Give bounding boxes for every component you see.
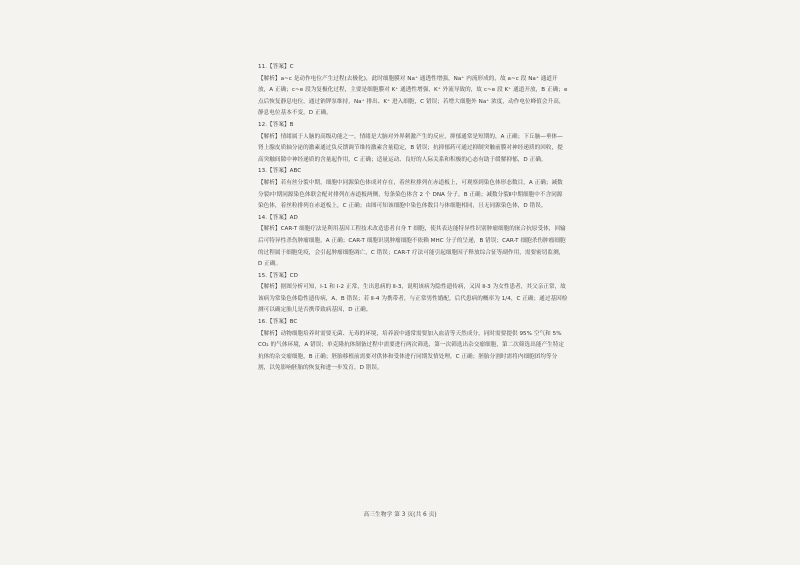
- answer-line: 13.【答案】ABC: [258, 168, 302, 175]
- answer-line: 12.【答案】B: [258, 121, 294, 128]
- question-13: [258, 166, 568, 212]
- explanation-text: 【解析】CAR-T 细胞疗法是利用基因工程技术改造患者自身 T 细胞，使其表达能特异性识别肿瘤细胞的嵌合抗原受体，回输后可特异性杀伤肿瘤细胞，A 正确；CAR-T 细胞识别肿瘤细胞不依赖 MHC 分子的呈递，B 错误；CAR-T 细胞杀伤肿瘤细胞的过程属于细胞免疫，会引起肿瘤细胞凋亡，C 错误；CAR-T 疗法可能引起细胞因子释放综合征等副作用，需要密切监测，D 正确。: [258, 226, 566, 268]
- answer-line: 14.【答案】AD: [258, 214, 298, 221]
- page-footer: 高三生物学 第 3 页(共 6 页): [363, 512, 437, 518]
- explanation-text: 【解析】若有丝分裂中期，细胞中同源染色体成对存在，着丝粒排列在赤道板上，可观察到染色体形态数目，A 正确；减数分裂Ⅰ中期同源染色体联会配对排列在赤道板两侧，每条染色体含 2 个 DNA 分子，B 正确；减数分裂Ⅱ中期细胞中不含同源染色体，着丝粒排列在赤道板上，C 正确；由图可知该细胞中染色体数目与体细胞相同，且无同源染色体，D 错误。: [258, 179, 563, 210]
- question-16: [258, 317, 568, 375]
- answer-line: 16.【答案】BC: [258, 319, 298, 326]
- explanation-text: 【解析】据图分析可知，Ⅰ-1 和 Ⅰ-2 正常，生出患病的 Ⅱ-3，说明该病为隐性遗传病，又因 Ⅱ-3 为女性患者，其父亲正常，故该病为常染色体隐性遗传病，A、B 错误；若 Ⅱ-4 为携带者，与正常男性婚配，后代患病的概率为 1/4，C 正确；通过基因检测可以确定胎儿是否携带致病基因，D 正确。: [258, 284, 568, 314]
- question-15: [258, 271, 568, 317]
- question-11: [258, 62, 568, 120]
- explanation-text: 【解析】a~c 是动作电位产生过程(去极化)，此时细胞膜对 Na⁺ 通透性增强，Na⁺ 内流形成的，故 a~c 段 Na⁺ 通道开放，A 正确；c~e 段为复极化过程，主要是细胞膜对 K⁺ 通透性增强，K⁺ 外流导致的，故 c~e 段 K⁺ 通道开放，B 正确；e 点后恢复静息电位，通过钠钾泵维持，Na⁺ 排出、K⁺ 进入细胞，C 错误；若增大细胞外 Na⁺ 浓度，动作电位峰值会升高，静息电位基本不变，D 正确。: [258, 75, 568, 117]
- answer-key-content: [258, 62, 568, 375]
- explanation-text: 【解析】情绪属于人脑的高级功能之一，情绪是大脑对外界刺激产生的反应，抑郁通常是短期的，A 正确；下丘脑—垂体—肾上腺皮质轴分泌的激素通过负反馈调节维持激素含量稳定，B 错误；抗抑郁药可通过抑制突触前膜对神经递质的回收，提高突触间隙中神经递质的含量起作用，C 正确；适量运动、良好的人际关系和积极的心态有助于缓解抑郁，D 正确。: [258, 133, 563, 163]
- question-14: [258, 213, 568, 271]
- answer-line: 15.【答案】CD: [258, 272, 298, 279]
- question-12: [258, 120, 568, 166]
- explanation-text: 【解析】动物细胞培养时需要无菌、无毒的环境，培养液中通常需要加入血清等天然成分，同时需要提供 95% 空气和 5% CO₂ 的气体环境，A 错误；单克隆抗体制备过程中需要进行两次筛选，第一次筛选出杂交瘤细胞，第二次筛选出能产生特定抗体的杂交瘤细胞，B 正确；胚胎移植前需要对供体和受体进行同期发情处理，C 正确；胚胎分割时需将内细胞团均等分割，以免影响胚胎的恢复和进一步发育，D 错误。: [258, 330, 565, 372]
- answer-line: 11.【答案】C: [258, 64, 294, 70]
